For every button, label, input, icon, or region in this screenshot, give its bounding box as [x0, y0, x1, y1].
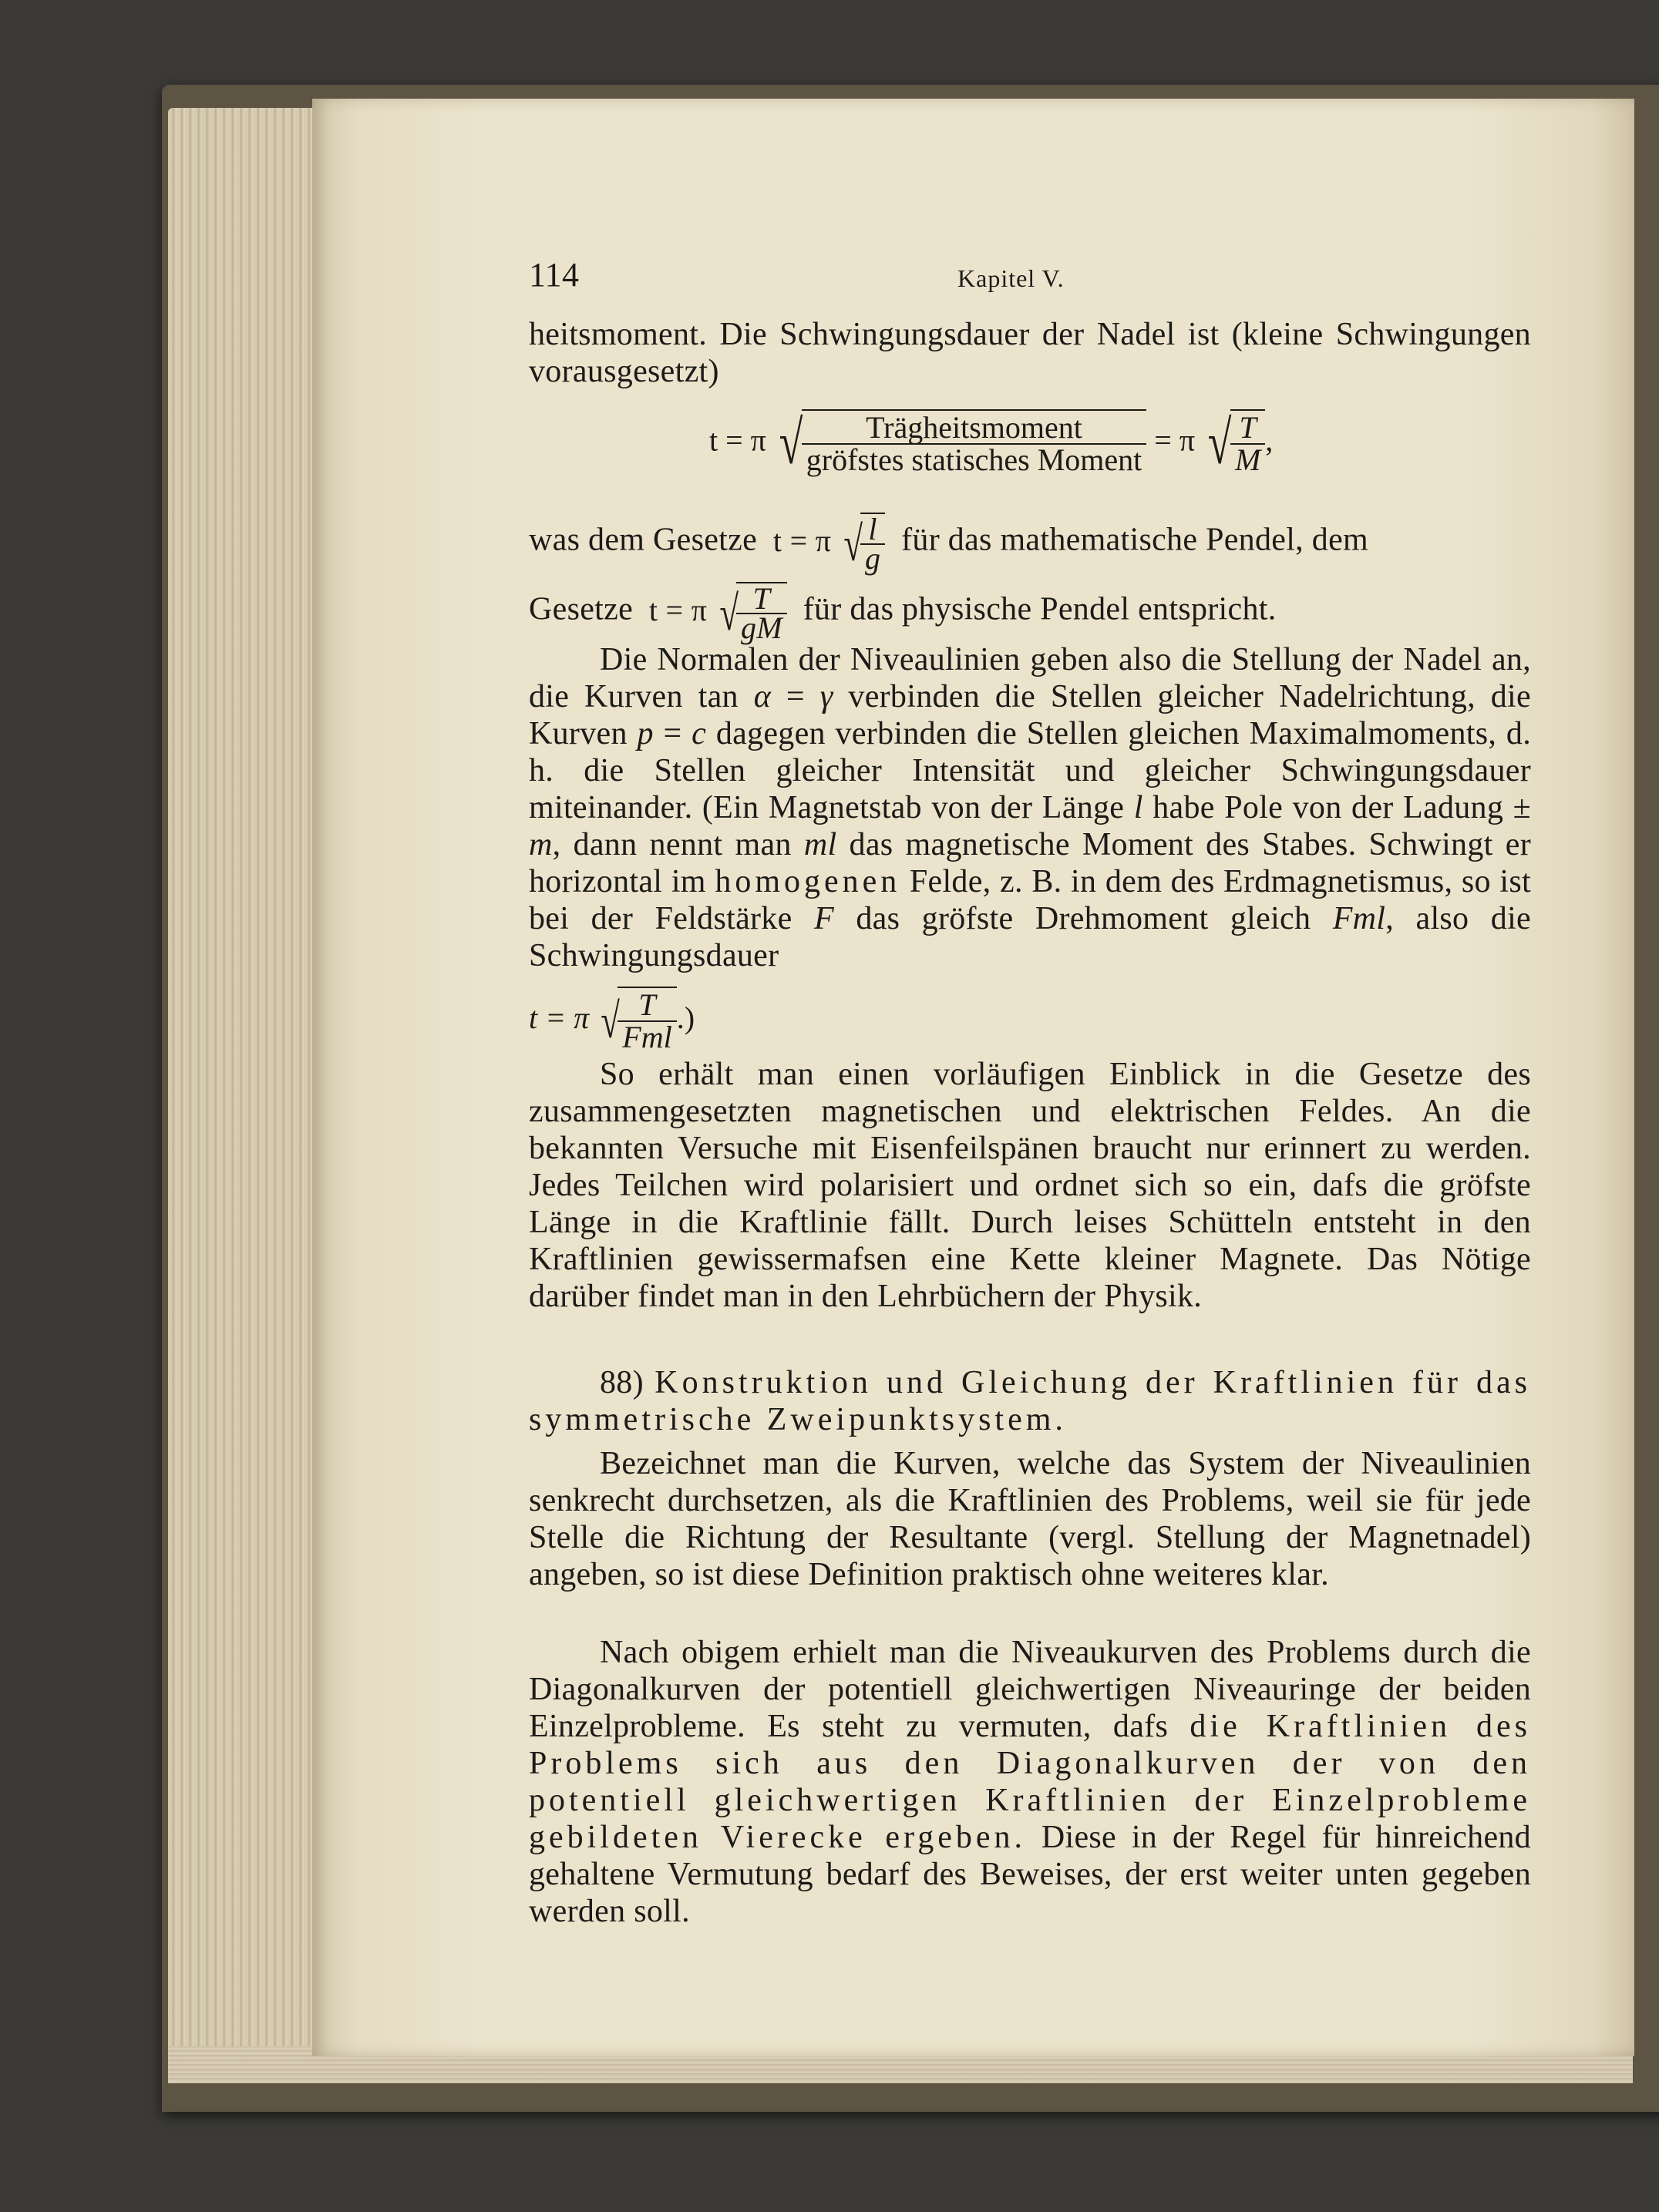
- formula-pendulum: [709, 408, 1273, 479]
- section-number: 88): [600, 1365, 644, 1400]
- paragraph-1: [529, 316, 1531, 390]
- inline-den-2: gM: [740, 610, 782, 645]
- formula-sqrt: [774, 408, 1146, 479]
- line-mathematical-pendulum: [529, 512, 1531, 576]
- radical-sign: √: [779, 409, 803, 477]
- paragraph-5-text: Nach obigem erhielt man die Niveaukurven des Problems durch die Diagonalkurven der potentiell gleichwertigen Niveauringe der beiden Einzelprobleme. Es steht zu vermuten, dafs die Kraftlinien des Problems sich aus den Diagonalkurven der von den potentiell gleichwertigen Kraftlinien der Einzelprobleme gebildeten Vierecke ergeben. Diese in der Regel für hinreichend gehaltene Vermutung bedarf des Beweises, der erst weiter unten gegeben werden soll.: [529, 1635, 1531, 1929]
- inline-num-2: T: [736, 585, 787, 614]
- formula-sqrt-2: [1203, 408, 1265, 479]
- formula-numerator-2: T: [1230, 412, 1265, 445]
- inline-formula-math-pendulum: [772, 512, 885, 576]
- page-edges: [168, 108, 322, 2081]
- page-header: [529, 257, 1531, 300]
- radical-sign-5: √: [601, 993, 621, 1048]
- paragraph-3-text: So erhält man einen vorläufigen Einblick in die Gesetze des zusammengesetzten magnetischen und elektrischen Feldes. An die bekannten Versuche mit Eisenfeilspänen braucht nur erinnert zu werden. Jedes Teilchen wird polarisiert und ordnet sich so ein, dafs die gröfste Länge in die Kraftlinie fällt. Durch leises Schütteln entsteht in den Kraftlinien gewissermafsen eine Kette kleiner Magnete. Das Nötige darüber findet man in den Lehrbüchern der Physik.: [529, 1057, 1531, 1314]
- formula-magnet: [529, 987, 695, 1053]
- running-head: Kapitel V.: [957, 264, 1065, 292]
- line-was-text-a: was dem Gesetze: [529, 522, 758, 558]
- formula-lhs: t = π: [709, 422, 766, 458]
- paragraph-5: [529, 1634, 1531, 1930]
- line-physical-pendulum: [529, 581, 1531, 645]
- section-heading: [529, 1364, 1531, 1438]
- line-was-text-b: für das mathematische Pendel, dem: [901, 522, 1368, 558]
- radical-sign-2: √: [1207, 409, 1232, 477]
- paragraph-2: [529, 641, 1531, 974]
- inline-lhs: t = π: [772, 523, 832, 559]
- radical-sign-3: √: [843, 516, 863, 571]
- formula-denominator-2: M: [1234, 442, 1261, 477]
- line-gesetze-text-a: Gesetze: [529, 591, 634, 627]
- page-number: 114: [529, 256, 580, 294]
- paragraph-4-text: Bezeichnet man die Kurven, welche das System der Niveaulinien senkrecht durchsetzen, als die Kraftlinien des Problems, weil sie für jede Stelle die Richtung der Resultante (vergl. Stellung der Magnetnadel) angeben, so ist diese Definition praktisch ohne weiteres klar.: [529, 1446, 1531, 1592]
- formula-numerator: Trägheitsmoment: [802, 412, 1147, 445]
- inline-num: l: [860, 516, 885, 545]
- formula-2-den: Fml: [622, 1020, 672, 1054]
- inline-formula-phys-pendulum: [648, 581, 787, 645]
- formula-2-num: T: [617, 990, 676, 1022]
- inline-lhs-2: t = π: [648, 593, 708, 628]
- section-title: [529, 1364, 1531, 1438]
- inline-den: g: [864, 541, 881, 576]
- line-gesetze-text-b: für das physische Pendel entspricht.: [803, 591, 1277, 627]
- radical-sign-4: √: [718, 586, 739, 640]
- paragraph-4: [529, 1445, 1531, 1593]
- paragraph-2-text: Die Normalen der Niveaulinien geben also die Stellung der Nadel an, die Kurven tan α = γ verbinden die Stellen gleicher Nadelrichtung, die Kurven p = c dagegen verbinden die Stellen gleichen Maximalmoments, d. h. die Stellen gleicher Intensität und gleicher Schwingungsdauer miteinander. (Ein Magnetstab von der Länge l habe Pole von der Ladung ± m, dann nennt man ml das magnetische Moment des Stabes. Schwingt er horizontal im homogenen Felde, z. B. in dem des Erdmagnetismus, so ist bei der Feldstärke F das gröfste Drehmoment gleich Fml, also die Schwingungsdauer: [529, 642, 1532, 973]
- paragraph-1-text: heitsmoment. Die Schwingungsdauer der Nadel ist (kleine Schwingungen vorausgesetzt): [529, 317, 1531, 389]
- formula-2-lhs: t = π: [529, 1000, 590, 1036]
- formula-denominator: gröfstes statisches Moment: [806, 442, 1142, 477]
- formula-mid: = π: [1154, 422, 1196, 458]
- paragraph-3: [529, 1056, 1531, 1315]
- section-title-text: Konstruktion und Gleichung der Kraftlinien für das symmetrische Zweipunktsystem.: [529, 1365, 1531, 1437]
- formula-tail: ,: [1265, 422, 1274, 458]
- formula-2-tail: .): [676, 1000, 695, 1036]
